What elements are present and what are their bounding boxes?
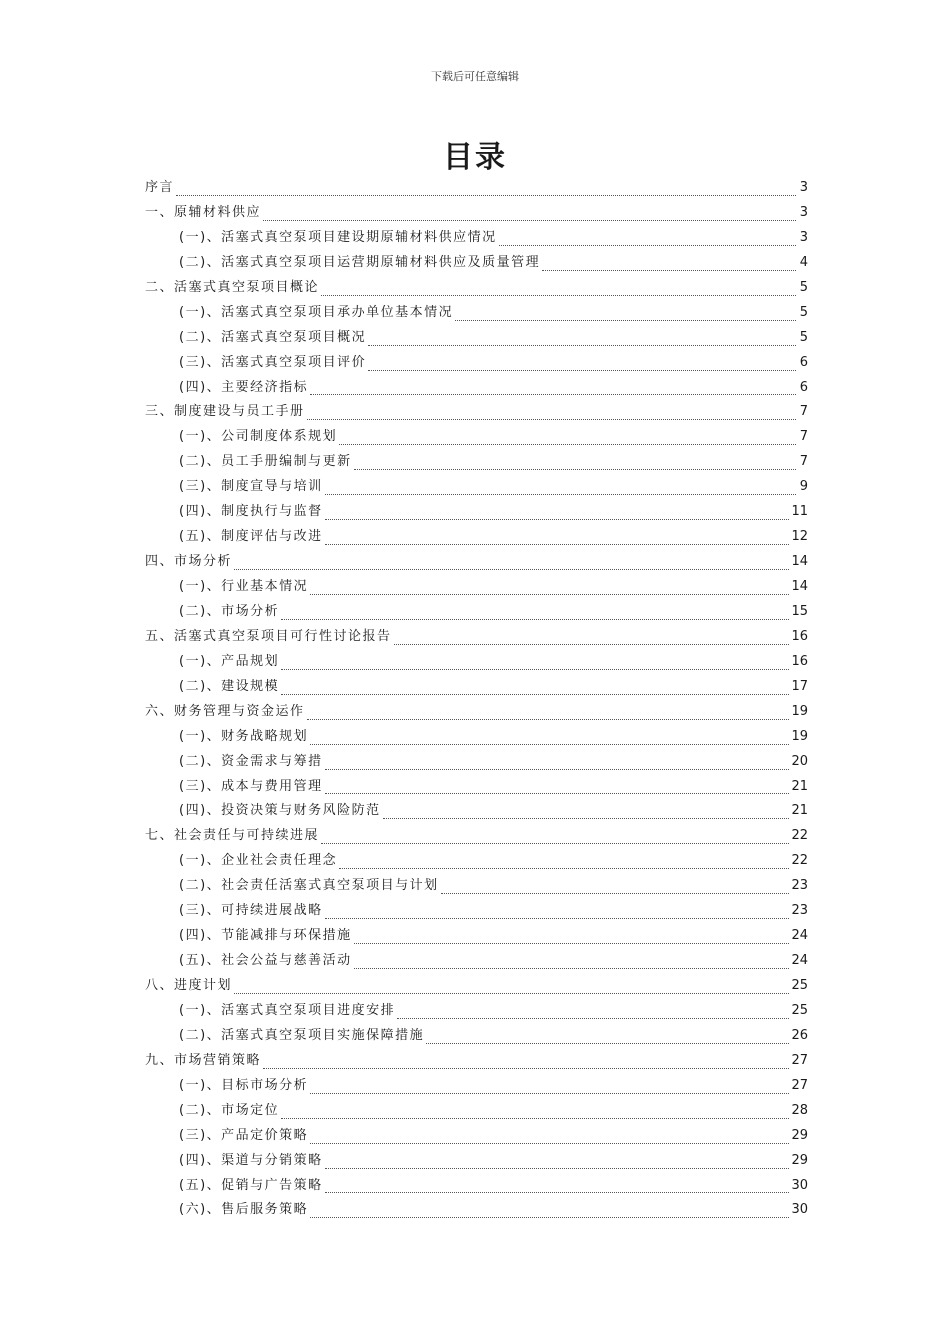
toc-dot-leader [368, 337, 796, 346]
toc-entry-label: 七、社会责任与可持续进展 [145, 828, 320, 844]
toc-entry-label: (三)、产品定价策略 [179, 1127, 309, 1143]
toc-entry[interactable] [145, 824, 808, 849]
toc-entry-page: 22 [791, 853, 808, 869]
toc-dot-leader [354, 960, 790, 969]
toc-dot-leader [383, 810, 790, 819]
toc-entry-label: (四)、制度执行与监督 [179, 504, 323, 520]
toc-entry-label: 八、进度计划 [145, 978, 233, 993]
toc-entry[interactable] [145, 525, 808, 550]
toc-entry-page: 3 [799, 204, 808, 220]
toc-dot-leader [263, 1060, 789, 1069]
toc-dot-leader [281, 611, 789, 620]
toc-dot-leader [325, 785, 790, 794]
toc-dot-leader [321, 835, 789, 844]
toc-entry-page: 14 [791, 554, 808, 570]
toc-entry-page: 9 [799, 479, 808, 495]
toc-dot-leader [325, 536, 790, 545]
toc-entry-label: (五)、促销与广告策略 [179, 1177, 323, 1193]
toc-entry-label: (三)、活塞式真空泵项目评价 [179, 354, 367, 370]
toc-entry[interactable] [145, 1099, 808, 1124]
toc-dot-leader [307, 411, 796, 420]
toc-entry-page: 19 [791, 703, 808, 719]
toc-entry-page: 4 [799, 254, 808, 270]
toc-entry-page: 20 [791, 753, 808, 769]
toc-entry-label: (二)、社会责任活塞式真空泵项目与计划 [179, 878, 439, 894]
toc-entry-label: (一)、活塞式真空泵项目进度安排 [179, 1002, 396, 1018]
toc-dot-leader [339, 860, 789, 869]
toc-entry-label: 序言 [145, 180, 175, 195]
toc-entry[interactable] [145, 1024, 808, 1049]
toc-entry-page: 7 [799, 454, 808, 470]
toc-entry-page: 29 [791, 1127, 808, 1143]
toc-entry-page: 26 [791, 1027, 808, 1043]
toc-entry-label: (一)、目标市场分析 [179, 1077, 309, 1093]
toc-dot-leader [354, 935, 790, 944]
toc-dot-leader [325, 1184, 790, 1193]
toc-dot-leader [325, 1160, 790, 1169]
toc-dot-leader [176, 187, 796, 196]
toc-entry[interactable] [145, 425, 808, 450]
toc-entry-label: 三、制度建设与员工手册 [145, 404, 305, 420]
toc-entry-page: 16 [791, 653, 808, 669]
toc-entry-page: 5 [799, 304, 808, 320]
toc-entry-page: 11 [791, 504, 808, 520]
toc-entry[interactable] [145, 775, 808, 800]
toc-entry-page: 15 [791, 603, 808, 619]
toc-entry-page: 3 [799, 229, 808, 245]
toc-dot-leader [542, 262, 796, 271]
toc-entry-label: (三)、可持续进展战略 [179, 903, 323, 919]
toc-entry[interactable] [145, 226, 808, 251]
toc-entry-page: 21 [791, 803, 808, 819]
toc-entry-page: 16 [791, 628, 808, 644]
toc-dot-leader [354, 461, 796, 470]
toc-entry-label: (二)、市场分析 [179, 603, 280, 619]
toc-dot-leader [310, 1135, 789, 1144]
toc-entry-page: 17 [791, 678, 808, 694]
toc-entry-page: 23 [791, 903, 808, 919]
toc-entry-label: (二)、活塞式真空泵项目概况 [179, 329, 367, 345]
toc-entry-label: (一)、公司制度体系规划 [179, 429, 338, 445]
toc-entry[interactable] [145, 201, 808, 226]
toc-dot-leader [307, 711, 790, 720]
toc-entry-page: 12 [791, 529, 808, 545]
table-of-contents [145, 176, 808, 1223]
toc-dot-leader [368, 362, 796, 371]
toc-entry[interactable] [145, 675, 808, 700]
toc-entry[interactable] [145, 400, 808, 425]
toc-entry-label: (四)、节能减排与环保措施 [179, 928, 352, 944]
toc-entry-label: (二)、员工手册编制与更新 [179, 454, 352, 470]
toc-entry-page: 14 [791, 579, 808, 594]
toc-entry[interactable] [145, 251, 808, 276]
toc-entry-label: 六、财务管理与资金运作 [145, 703, 305, 719]
toc-entry[interactable] [145, 500, 808, 525]
toc-dot-leader [455, 312, 796, 321]
toc-entry[interactable] [145, 799, 808, 824]
toc-dot-leader [281, 661, 789, 670]
toc-entry-page: 5 [799, 279, 808, 295]
toc-entry-label: (四)、投资决策与财务风险防范 [179, 803, 381, 819]
toc-entry-label: (五)、制度评估与改进 [179, 529, 323, 545]
toc-entry-page: 22 [791, 828, 808, 844]
toc-entry-label: (三)、成本与费用管理 [179, 778, 323, 794]
toc-dot-leader [234, 561, 789, 570]
toc-entry[interactable] [145, 999, 808, 1024]
toc-entry[interactable] [145, 176, 808, 201]
toc-entry[interactable] [145, 874, 808, 899]
toc-dot-leader [321, 287, 796, 296]
toc-entry-page: 30 [791, 1177, 808, 1193]
toc-entry-page: 25 [791, 978, 808, 993]
toc-entry-page: 29 [791, 1152, 808, 1168]
toc-entry[interactable] [145, 326, 808, 351]
toc-entry-label: (一)、财务战略规划 [179, 728, 309, 744]
toc-entry[interactable] [145, 725, 808, 750]
toc-entry-label: (二)、资金需求与筹措 [179, 753, 323, 769]
toc-entry[interactable] [145, 376, 808, 401]
toc-dot-leader [263, 212, 796, 221]
toc-dot-leader [281, 1110, 789, 1119]
toc-dot-leader [394, 636, 790, 645]
toc-entry[interactable] [145, 924, 808, 949]
toc-entry[interactable] [145, 974, 808, 999]
toc-entry-page: 27 [791, 1077, 808, 1093]
toc-entry[interactable] [145, 1074, 808, 1099]
toc-entry-page: 6 [799, 379, 808, 395]
toc-entry-label: (一)、活塞式真空泵项目建设期原辅材料供应情况 [179, 229, 497, 245]
toc-entry-label: (二)、建设规模 [179, 678, 280, 694]
toc-entry-label: (一)、企业社会责任理念 [179, 853, 338, 869]
toc-dot-leader [310, 1209, 789, 1218]
toc-dot-leader [281, 686, 789, 695]
toc-entry-page: 3 [799, 180, 808, 195]
toc-entry-page: 24 [791, 928, 808, 944]
toc-entry-label: (二)、活塞式真空泵项目运营期原辅材料供应及质量管理 [179, 254, 541, 270]
toc-entry-label: (二)、活塞式真空泵项目实施保障措施 [179, 1027, 425, 1043]
toc-entry-label: 二、活塞式真空泵项目概论 [145, 279, 320, 295]
toc-entry[interactable] [145, 625, 808, 650]
toc-entry-page: 7 [799, 429, 808, 445]
toc-entry[interactable] [145, 276, 808, 301]
toc-dot-leader [426, 1035, 789, 1044]
toc-entry-page: 23 [791, 878, 808, 894]
toc-dot-leader [310, 586, 789, 595]
toc-dot-leader [325, 761, 790, 770]
toc-entry-label: (二)、市场定位 [179, 1102, 280, 1118]
toc-entry-page: 27 [791, 1052, 808, 1068]
toc-entry[interactable] [145, 301, 808, 326]
toc-entry[interactable] [145, 600, 808, 625]
toc-entry-label: (六)、售后服务策略 [179, 1202, 309, 1218]
toc-entry-page: 6 [799, 354, 808, 370]
toc-entry-label: (一)、行业基本情况 [179, 579, 309, 594]
toc-entry-label: 一、原辅材料供应 [145, 204, 262, 220]
toc-dot-leader [234, 985, 789, 994]
toc-dot-leader [310, 1085, 789, 1094]
toc-entry[interactable] [145, 949, 808, 974]
toc-entry-label: (五)、社会公益与慈善活动 [179, 953, 352, 969]
toc-dot-leader [310, 736, 789, 745]
toc-entry-page: 30 [791, 1202, 808, 1218]
toc-entry-page: 28 [791, 1102, 808, 1118]
toc-dot-leader [339, 436, 796, 445]
toc-entry[interactable] [145, 450, 808, 475]
toc-entry[interactable] [145, 1049, 808, 1074]
header-note: 下载后可任意编辑 [431, 70, 519, 83]
toc-entry[interactable] [145, 899, 808, 924]
toc-entry-label: 四、市场分析 [145, 554, 233, 570]
toc-entry[interactable] [145, 650, 808, 675]
toc-dot-leader [397, 1010, 789, 1019]
toc-entry-label: 九、市场营销策略 [145, 1052, 262, 1068]
toc-dot-leader [499, 237, 796, 246]
toc-entry[interactable] [145, 351, 808, 376]
toc-entry-page: 7 [799, 404, 808, 420]
toc-entry-label: (四)、主要经济指标 [179, 379, 309, 395]
toc-dot-leader [310, 386, 796, 395]
page-title: 目录 [443, 140, 507, 175]
toc-entry[interactable] [145, 1174, 808, 1199]
toc-entry-label: (三)、制度宣导与培训 [179, 479, 323, 495]
toc-entry-page: 24 [791, 953, 808, 969]
toc-entry-page: 21 [791, 778, 808, 794]
toc-dot-leader [325, 486, 796, 495]
toc-entry-label: (一)、活塞式真空泵项目承办单位基本情况 [179, 304, 454, 320]
toc-entry-page: 5 [799, 329, 808, 345]
toc-dot-leader [441, 885, 790, 894]
toc-dot-leader [325, 910, 790, 919]
toc-entry[interactable] [145, 475, 808, 500]
toc-entry[interactable] [145, 1198, 808, 1223]
toc-entry[interactable] [145, 849, 808, 874]
toc-entry[interactable] [145, 1149, 808, 1174]
toc-entry-label: 五、活塞式真空泵项目可行性讨论报告 [145, 628, 392, 644]
toc-entry[interactable] [145, 550, 808, 575]
toc-entry[interactable] [145, 700, 808, 725]
toc-entry[interactable] [145, 1124, 808, 1149]
toc-entry[interactable] [145, 575, 808, 600]
toc-entry-label: (一)、产品规划 [179, 653, 280, 669]
toc-entry-label: (四)、渠道与分销策略 [179, 1152, 323, 1168]
toc-dot-leader [325, 511, 790, 520]
toc-entry-page: 25 [791, 1002, 808, 1018]
toc-entry[interactable] [145, 750, 808, 775]
toc-entry-page: 19 [791, 728, 808, 744]
